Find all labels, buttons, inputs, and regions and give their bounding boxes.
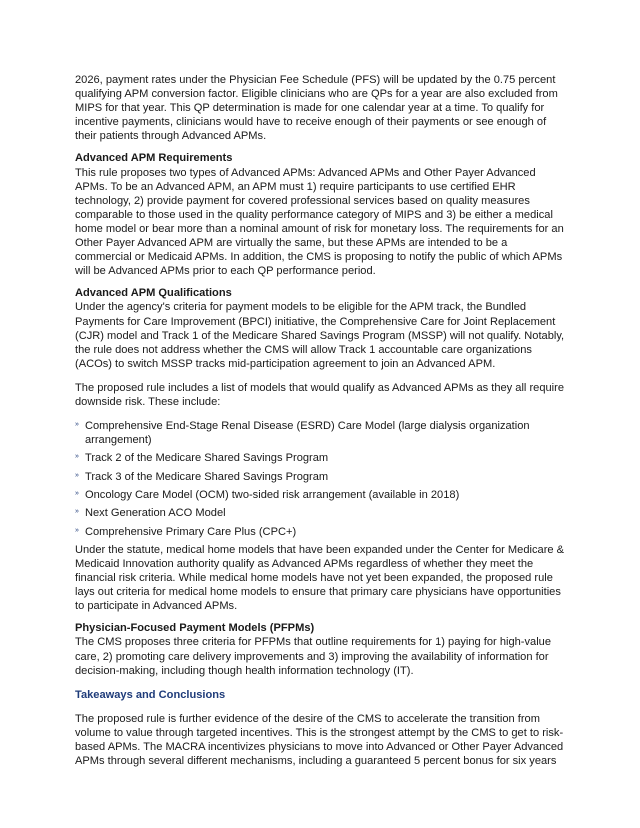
qualifications-paragraph-2: The proposed rule includes a list of models that would qualify as Advanced APMs as they all require downside risk. These include: bbox=[75, 381, 565, 408]
qualifications-heading: Advanced APM Qualifications bbox=[75, 287, 232, 300]
list-item: » Comprehensive Primary Care Plus (CPC+) bbox=[75, 525, 297, 538]
requirements-paragraph: This rule proposes two types of Advanced APMs: Advanced APMs and Other Payer Advanced APMs. To be an Advanced APM, an APM must 1) require participants to use certified EHR technology, 2) provide payment for covered professional services based on quality measures comparable to those used in the quality performance category of MIPS and 3) be either a medical home model or bear more than a nominal amount of risk for monetary loss. The requirements for an Other Payer Advanced APM are virtually the same, but these APMs are intended to be a commercial or Medicaid APMs. In addition, the CMS is proposing to notify the public of which APMs will be Advanced APMs prior to each QP performance period. bbox=[75, 166, 564, 278]
list-item: » Oncology Care Model (OCM) two-sided risk arrangement (available in 2018) bbox=[75, 489, 460, 501]
list-item: » Track 2 of the Medicare Shared Savings Program bbox=[75, 452, 329, 465]
bullet-icon: » bbox=[75, 490, 79, 497]
qualifications-paragraph-3: Under the statute, medical home models that have been expanded under the Center for Medicare & Medicaid Innovation authority qualify as Advanced APMs regardless of whether they meet the financial risk criteria. While medical home models have not yet been expanded, the proposed rule lays out criteria for medical home models to ensure that primary care physicians have opportunities to participate in Advanced APMs. bbox=[75, 543, 565, 613]
bullet-icon: » bbox=[75, 508, 79, 516]
intro-paragraph: 2026, payment rates under the Physician Fee Schedule (PFS) will be updated by the 0.75 percent qualifying APM conversion factor. Eligible clinicians who are QPs for a year are also excluded from MIPS for that year. This QP determination is made for one calendar year at a time. To qualify for incentive payments, clinicians would have to receive enough of their payments or see enough of their patients through Advanced APMs. bbox=[75, 74, 558, 143]
list-item: » Next Generation ACO Model bbox=[75, 507, 226, 520]
bullet-icon: » bbox=[75, 526, 79, 534]
qualifying-models-list bbox=[75, 419, 567, 539]
list-item: » Track 3 of the Medicare Shared Savings Program bbox=[75, 470, 329, 483]
bullet-icon: » bbox=[75, 453, 79, 461]
takeaways-paragraph: The proposed rule is further evidence of the desire of the CMS to accelerate the transition from volume to value through targeted incentives. This is the strongest attempt by the CMS to get to risk-based APMs. The MACRA incentivizes physicians to move into Advanced or Other Payer Advanced APMs through several different mechanisms, including a guaranteed 5 percent bonus for six years bbox=[75, 712, 564, 768]
takeaways-heading: Takeaways and Conclusions bbox=[75, 688, 226, 701]
list-item: » Comprehensive End-Stage Renal Disease (ESRD) Care Model (large dialysis organization arrangement) bbox=[75, 420, 530, 447]
document-page bbox=[75, 73, 567, 768]
requirements-heading: Advanced APM Requirements bbox=[75, 152, 233, 165]
bullet-icon: » bbox=[75, 421, 79, 429]
bullet-icon: » bbox=[75, 471, 79, 479]
pfpm-heading: Physician-Focused Payment Models (PFPMs) bbox=[75, 622, 315, 635]
qualifications-paragraph-1: Under the agency's criteria for payment models to be eligible for the APM track, the Bundled Payments for Care Improvement (BPCI) initiative, the Comprehensive Care for Joint Replacement (CJR) model and Track 1 of the Medicare Shared Savings Program (MSSP) will not qualify. Notably, the rule does not address whether the CMS will allow Track 1 accountable care organizations (ACOs) to switch MSSP tracks mid-participation agreement to join an Advanced APM. bbox=[75, 301, 565, 370]
pfpm-paragraph: The CMS proposes three criteria for PFPMs that outline requirements for 1) paying for high-value care, 2) promoting care delivery improvements and 3) improving the availability of information for decision-making, including though health information technology (IT). bbox=[75, 636, 552, 677]
